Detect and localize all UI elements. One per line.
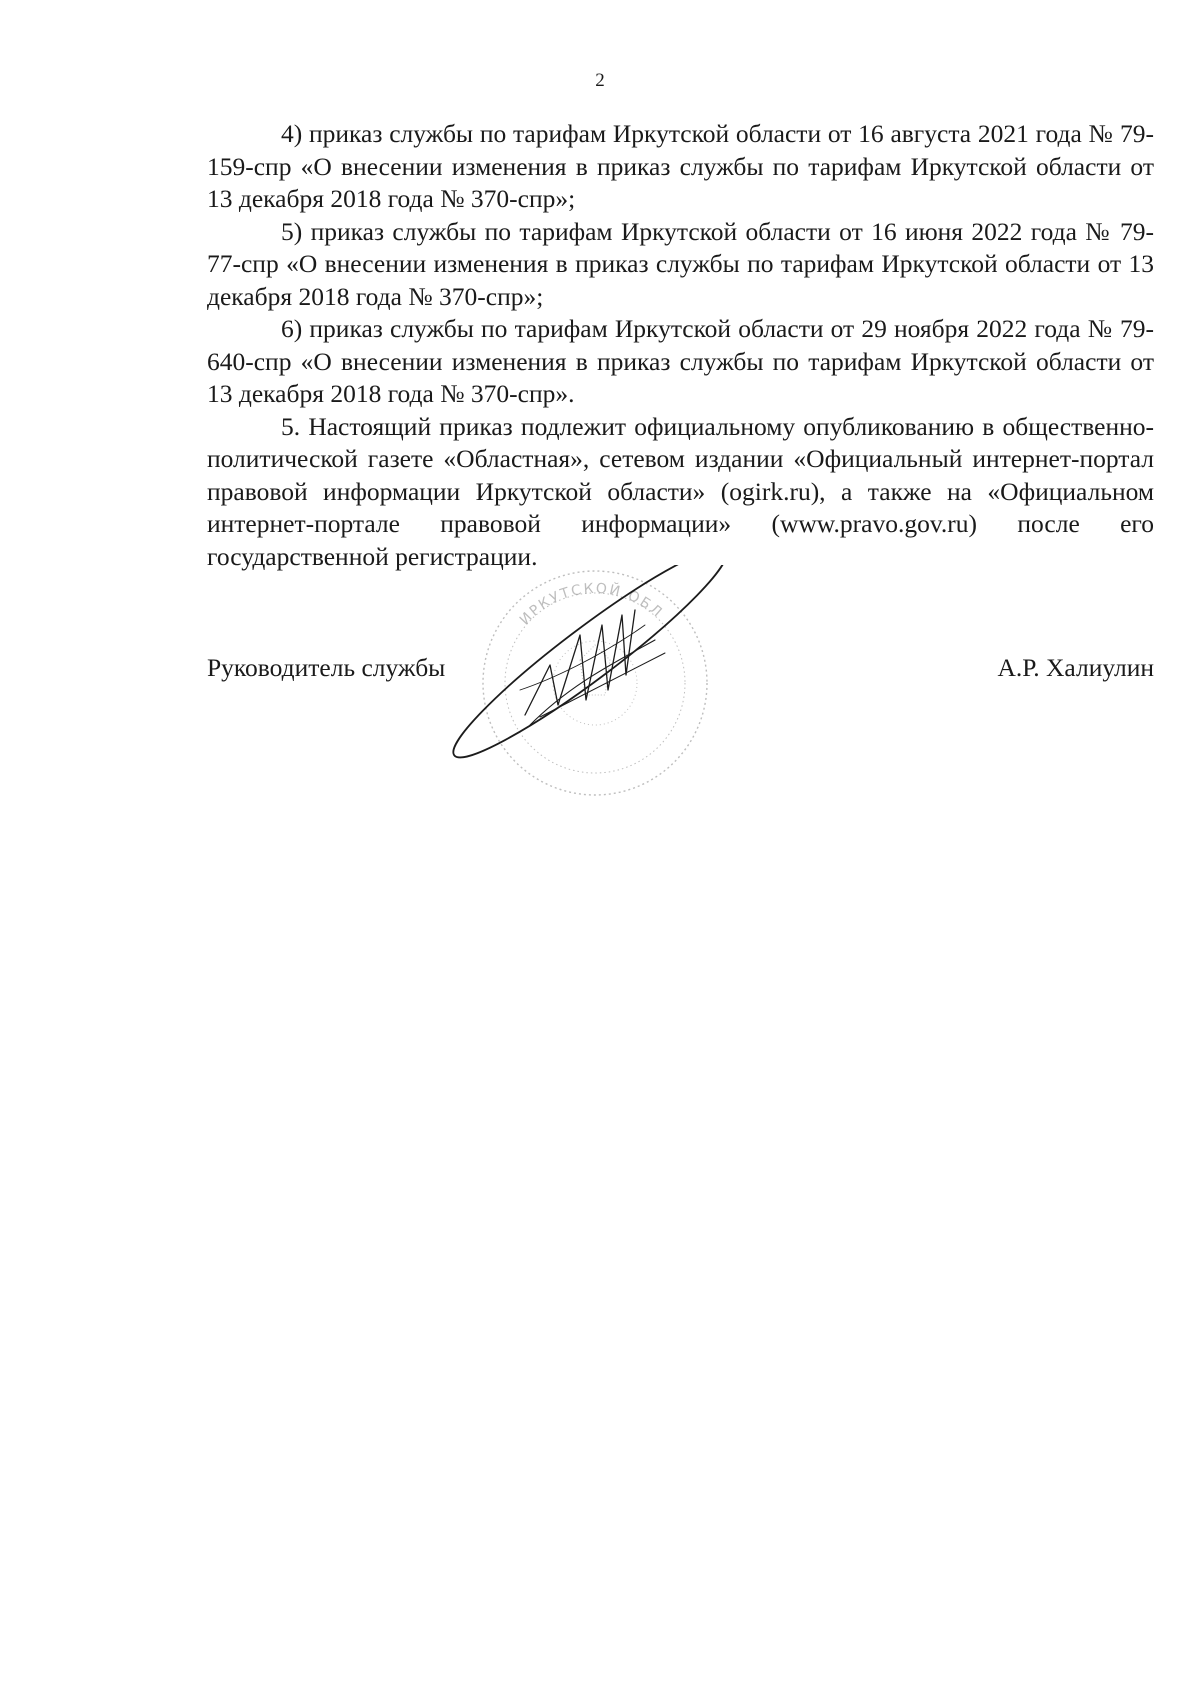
document-body (207, 118, 1154, 573)
seal-stamp-icon (430, 565, 790, 825)
list-item-6: 6) приказ службы по тарифам Иркутской области от 29 ноября 2022 года № 79-640-спр «О внесении изменения в приказ службы по тарифам Иркутской области от 13 декабря 2018 года № 370-спр». (207, 314, 1154, 408)
list-item-4: 4) приказ службы по тарифам Иркутской области от 16 августа 2021 года № 79-159-спр «О внесении изменения в приказ службы по тарифам Иркутской области от 13 декабря 2018 года № 370-спр»; (207, 119, 1154, 213)
clause-5-publication: 5. Настоящий приказ подлежит официальному опубликованию в общественно-политической газете «Областная», сетевом издании «Официальный интернет-портал правовой информации Иркутской области» (ogirk.ru), а также на «Официальном интернет-портале правовой информации» (www.pravo.gov.ru) после его государственной регистрации. (207, 411, 1154, 571)
svg-text:ИРКУТСКОЙ ОБЛ: ИРКУТСКОЙ ОБЛ (516, 580, 667, 629)
page-number: 2 (595, 70, 605, 91)
list-item-5: 5) приказ службы по тарифам Иркутской области от 16 июня 2022 года № 79-77-спр «О внесении изменения в приказ службы по тарифам Иркутской области от 13 декабря 2018 года № 370-спр»; (207, 216, 1154, 311)
stamp-and-signature (430, 565, 790, 825)
signer-name: А.Р. Халиулин (997, 653, 1154, 682)
signer-position: Руководитель службы (207, 653, 446, 682)
